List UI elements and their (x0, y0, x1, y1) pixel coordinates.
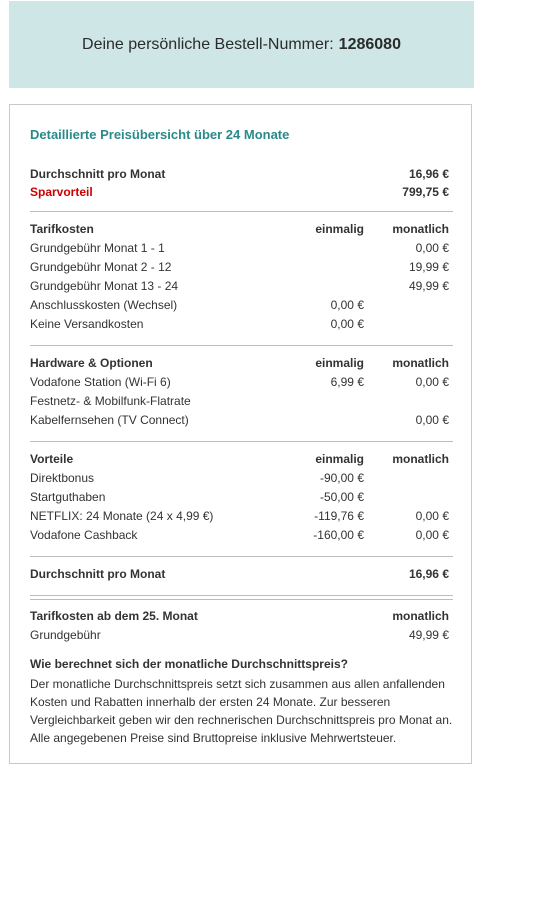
row-label: Vodafone Station (Wi-Fi 6) (30, 375, 171, 389)
row-label: Anschlusskosten (Wechsel) (30, 298, 178, 312)
col-monthly-header: monatlich (392, 222, 449, 236)
table-row (30, 392, 453, 411)
row-label: Grundgebühr (30, 628, 101, 642)
row-monthly: 49,99 € (408, 628, 449, 642)
row-label: Grundgebühr Monat 2 - 12 (30, 260, 172, 274)
divider (30, 556, 453, 557)
tarif-header: Tarifkosten (30, 222, 94, 236)
row-monthly: 0,00 € (415, 509, 449, 523)
summary-saving-label: Sparvorteil (30, 185, 93, 199)
vorteile-header: Vorteile (30, 452, 74, 466)
after-header-row (30, 607, 453, 626)
after-header: Tarifkosten ab dem 25. Monat (30, 609, 198, 623)
table-row (30, 296, 453, 315)
col-monthly-header: monatlich (392, 356, 449, 370)
table-row (30, 373, 453, 392)
row-once: 0,00 € (330, 317, 364, 331)
table-row (30, 277, 453, 296)
divider (30, 441, 453, 442)
table-row (30, 469, 453, 488)
double-divider (30, 595, 453, 600)
row-label: Grundgebühr Monat 1 - 1 (30, 241, 165, 255)
col-monthly-header: monatlich (392, 452, 449, 466)
row-once: -50,00 € (319, 490, 364, 504)
row-monthly: 0,00 € (415, 528, 449, 542)
col-once-header: einmalig (315, 222, 364, 236)
info-line: Der monatliche Durchschnittspreis setzt sich zusammen aus allen anfallenden (30, 677, 445, 691)
total-average-row (30, 565, 453, 584)
row-monthly: 0,00 € (415, 375, 449, 389)
row-label: Keine Versandkosten (30, 317, 144, 331)
table-row (30, 526, 453, 545)
total-average-label: Durchschnitt pro Monat (30, 567, 166, 581)
price-overview-panel (9, 104, 472, 764)
table-row (30, 626, 453, 645)
info-line: Vergleichbarkeit geben wir den rechnerischen Durchschnittspreis pro Monat an. (30, 713, 453, 727)
row-monthly: 0,00 € (415, 413, 449, 427)
table-row (30, 239, 453, 258)
row-monthly: 19,99 € (408, 260, 449, 274)
row-once: 6,99 € (330, 375, 364, 389)
row-once: -90,00 € (319, 471, 364, 485)
row-label: NETFLIX: 24 Monate (24 x 4,99 €) (30, 509, 214, 523)
summary-saving-row (30, 183, 453, 202)
row-once: -160,00 € (313, 528, 364, 542)
table-row (30, 507, 453, 526)
panel-title: Detaillierte Preisübersicht über 24 Monate (30, 127, 290, 142)
row-label: Vodafone Cashback (30, 528, 138, 542)
table-row (30, 488, 453, 507)
order-number-label: Deine persönliche Bestell-Nummer: (82, 35, 334, 53)
row-monthly: 49,99 € (408, 279, 449, 293)
col-once-header: einmalig (315, 356, 364, 370)
row-label: Kabelfernsehen (TV Connect) (30, 413, 189, 427)
divider (30, 345, 453, 346)
summary-average-label: Durchschnitt pro Monat (30, 167, 166, 181)
total-average-value: 16,96 € (408, 567, 449, 581)
table-row (30, 411, 453, 430)
info-line: Kosten und Rabatten innerhalb der ersten 24 Monate. Zur besseren (30, 695, 391, 709)
summary-average-row (30, 165, 453, 184)
row-label: Startguthaben (30, 490, 106, 504)
row-label: Direktbonus (30, 471, 95, 485)
col-once-header: einmalig (315, 452, 364, 466)
hardware-header-row (30, 354, 453, 373)
row-once: -119,76 € (314, 509, 364, 523)
summary-saving-value: 799,75 € (402, 185, 449, 199)
col-monthly-header: monatlich (392, 609, 449, 623)
info-title: Wie berechnet sich der monatliche Durchschnittspreis? (30, 657, 348, 671)
row-monthly: 0,00 € (415, 241, 449, 255)
vorteile-header-row (30, 450, 453, 469)
summary-average-value: 16,96 € (408, 167, 449, 181)
row-label: Festnetz- & Mobilfunk-Flatrate (30, 394, 191, 408)
order-number-banner (9, 1, 474, 88)
divider (30, 211, 453, 212)
info-line: Alle angegebenen Preise sind Bruttopreise inklusive Mehrwertsteuer. (30, 731, 397, 745)
info-text (30, 675, 460, 747)
hardware-header: Hardware & Optionen (30, 356, 153, 370)
tarif-header-row (30, 220, 453, 239)
table-row (30, 258, 453, 277)
order-number-value: 1286080 (338, 35, 401, 53)
row-once: 0,00 € (330, 298, 364, 312)
table-row (30, 315, 453, 334)
row-label: Grundgebühr Monat 13 - 24 (30, 279, 179, 293)
